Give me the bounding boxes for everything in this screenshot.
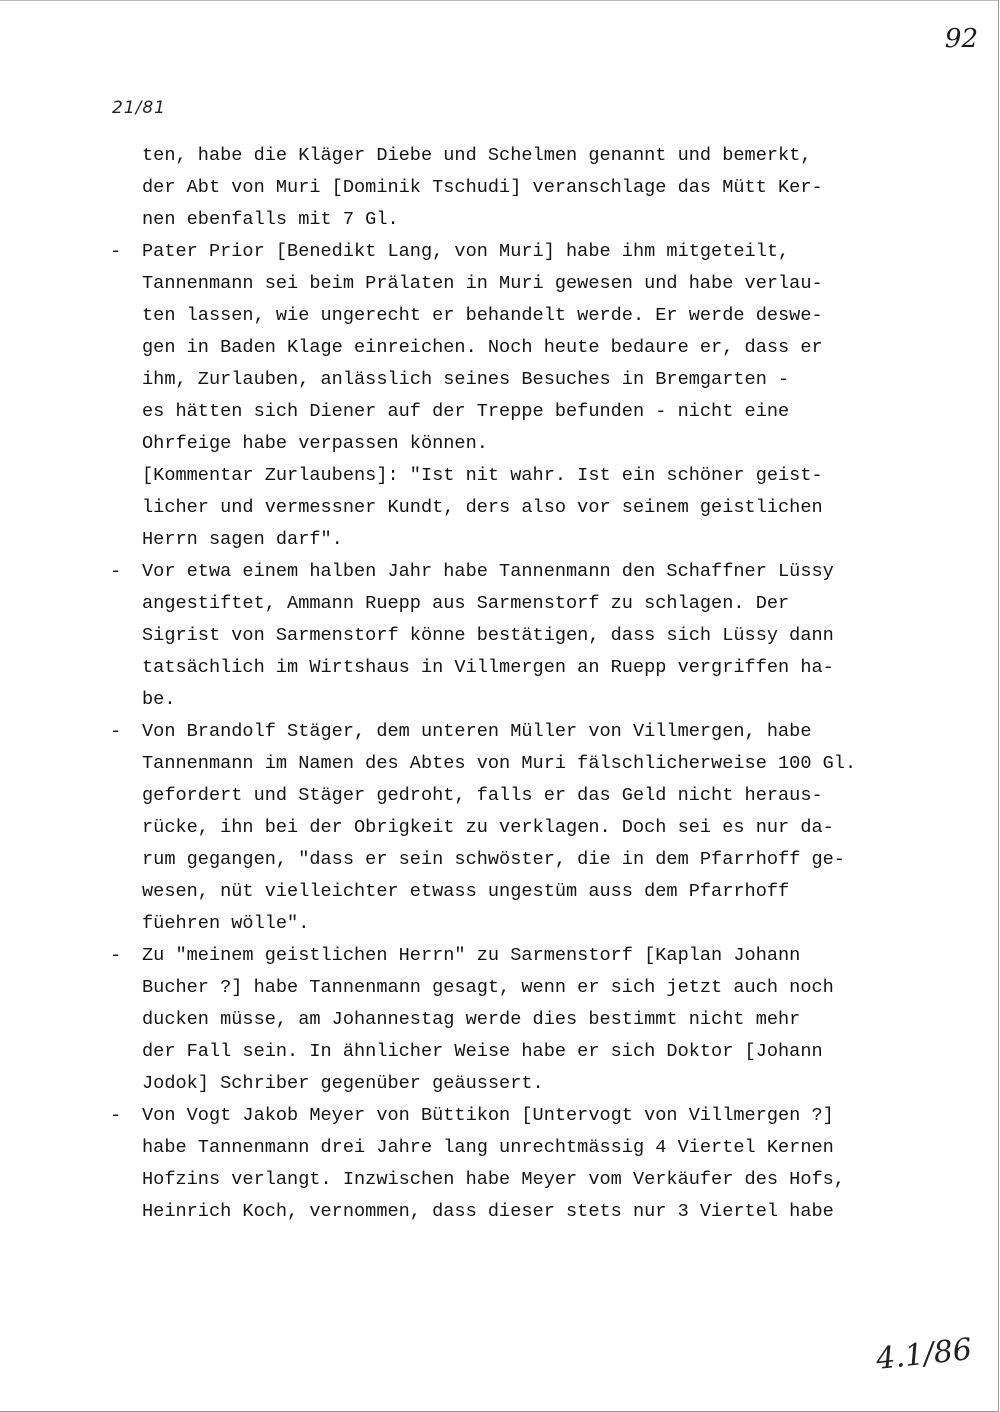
text-line: rücke, ihn bei der Obrigkeit zu verklagen. Doch sei es nur da-: [142, 817, 834, 838]
text-line: rum gegangen, "dass er sein schwöster, die in dem Pfarrhoff ge-: [142, 849, 845, 870]
paragraph-lines: [142, 716, 930, 940]
text-line: füehren wölle".: [142, 913, 310, 934]
paragraph-lines: [142, 556, 930, 716]
text-line: [Kommentar Zurlaubens]: "Ist nit wahr. Ist ein schöner geist-: [142, 465, 823, 486]
archive-stamp: 4.1/86: [874, 1332, 974, 1377]
text-line: ten lassen, wie ungerecht er behandelt werde. Er werde deswe-: [142, 305, 823, 326]
text-line: der Abt von Muri [Dominik Tschudi] veranschlage das Mütt Ker-: [142, 177, 823, 198]
text-line: Pater Prior [Benedikt Lang, von Muri] habe ihm mitgeteilt,: [142, 241, 790, 262]
text-line: Zu "meinem geistlichen Herrn" zu Sarmenstorf [Kaplan Johann: [142, 945, 801, 966]
folio-number: 92: [944, 24, 978, 54]
text-line: wesen, nüt vielleichter etwass ungestüm auss dem Pfarrhoff: [142, 881, 790, 902]
paragraph: [110, 1100, 930, 1228]
text-line: Tannenmann im Namen des Abtes von Muri fälschlicherweise 100 Gl.: [142, 753, 857, 774]
paragraph: [110, 236, 930, 556]
text-line: nen ebenfalls mit 7 Gl.: [142, 209, 399, 230]
text-line: ihm, Zurlauben, anlässlich seines Besuches in Bremgarten -: [142, 369, 790, 390]
text-line: Hofzins verlangt. Inzwischen habe Meyer vom Verkäufer des Hofs,: [142, 1169, 845, 1190]
text-line: Ohrfeige habe verpassen können.: [142, 433, 488, 454]
text-line: Bucher ?] habe Tannenmann gesagt, wenn er sich jetzt auch noch: [142, 977, 834, 998]
text-line: licher und vermessner Kundt, ders also vor seinem geistlichen: [142, 497, 823, 518]
text-line: der Fall sein. In ähnlicher Weise habe er sich Doktor [Johann: [142, 1041, 823, 1062]
text-line: gen in Baden Klage einreichen. Noch heute bedaure er, dass er: [142, 337, 823, 358]
list-marker: -: [110, 945, 122, 966]
paragraph: [110, 940, 930, 1100]
paragraph-lines: [142, 1100, 930, 1228]
paragraph: [110, 556, 930, 716]
list-marker: -: [110, 1105, 122, 1126]
text-line: tatsächlich im Wirtshaus in Villmergen an Ruepp vergriffen ha-: [142, 657, 834, 678]
list-marker: -: [110, 241, 122, 262]
body-text: [110, 140, 930, 1228]
text-line: Tannenmann sei beim Prälaten in Muri gewesen und habe verlau-: [142, 273, 823, 294]
text-line: gefordert und Stäger gedroht, falls er das Geld nicht heraus-: [142, 785, 823, 806]
text-line: habe Tannenmann drei Jahre lang unrechtmässig 4 Viertel Kernen: [142, 1137, 834, 1158]
text-line: Vor etwa einem halben Jahr habe Tannenmann den Schaffner Lüssy: [142, 561, 834, 582]
list-marker: -: [110, 721, 122, 742]
text-line: Heinrich Koch, vernommen, dass dieser stets nur 3 Viertel habe: [142, 1201, 834, 1222]
text-line: Sigrist von Sarmenstorf könne bestätigen, dass sich Lüssy dann: [142, 625, 834, 646]
text-line: es hätten sich Diener auf der Treppe befunden - nicht eine: [142, 401, 790, 422]
text-line: Jodok] Schriber gegenüber geäussert.: [142, 1073, 544, 1094]
paragraph-lines: [142, 940, 930, 1100]
document-reference: 21/81: [112, 98, 166, 118]
paragraph: [110, 140, 930, 236]
list-marker: -: [110, 561, 122, 582]
paragraph: [110, 716, 930, 940]
text-line: Von Vogt Jakob Meyer von Büttikon [Untervogt von Villmergen ?]: [142, 1105, 834, 1126]
text-line: Von Brandolf Stäger, dem unteren Müller von Villmergen, habe: [142, 721, 812, 742]
text-line: ducken müsse, am Johannestag werde dies bestimmt nicht mehr: [142, 1009, 801, 1030]
paragraph-lines: [142, 140, 930, 236]
text-line: be.: [142, 689, 176, 710]
text-line: Herrn sagen darf".: [142, 529, 343, 550]
paragraph-lines: [142, 236, 930, 556]
text-line: angestiftet, Ammann Ruepp aus Sarmenstorf zu schlagen. Der: [142, 593, 790, 614]
text-line: ten, habe die Kläger Diebe und Schelmen genannt und bemerkt,: [142, 145, 812, 166]
